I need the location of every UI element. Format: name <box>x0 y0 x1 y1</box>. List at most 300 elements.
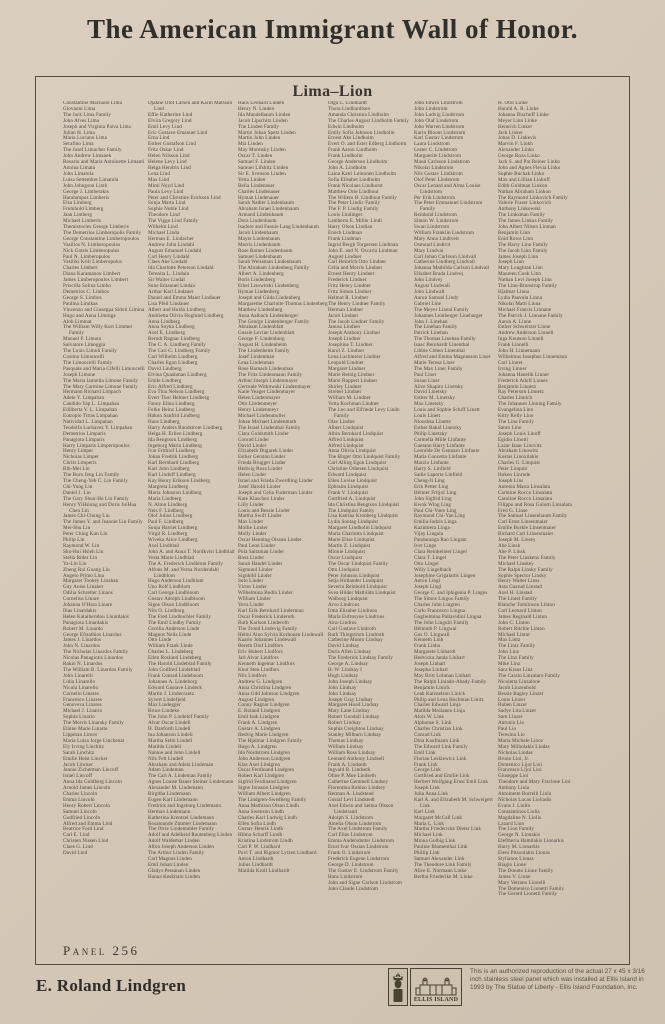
name-entry: Alfred Lindquist <box>328 442 364 449</box>
name-entry: Patrick Linehan <box>414 330 448 337</box>
name-entry: Harry Olson Lindlan <box>328 224 373 231</box>
name-entry: Oscar Henning Olsson Linder <box>238 537 302 544</box>
name-entry: August Lindner <box>328 253 362 260</box>
name-entry: Michael Linskey <box>498 560 534 567</box>
name-entry: Joseph Louis Linoff <box>498 430 541 437</box>
name-entry: Candido Yap L. Limpahan <box>63 401 120 408</box>
panel-number-label: Panel 256 <box>63 943 140 958</box>
name-entry: Hedvig Marie Lindgren <box>238 731 289 738</box>
name-entry: Walborg Lindquist <box>328 596 368 603</box>
name-entry: Stylianos Lionas <box>498 856 534 862</box>
name-entry: Antoinette Borrelli Liola <box>498 791 552 798</box>
name-entry: Frank Nicolaus Lindhorst <box>328 182 383 189</box>
name-entry: Elsa Limberg <box>63 200 92 207</box>
name-entry: The James Linkus Family <box>498 218 554 225</box>
name-entry: Inga Knutson Linnell <box>498 336 544 343</box>
name-entry: Yetta Kochman Lindner <box>328 401 380 408</box>
name-entry: Cheng-Ji Ling <box>414 478 445 484</box>
name-entry: Johanna Hanelik Linner <box>498 371 550 378</box>
name-entry: Otto Lingel <box>414 560 439 567</box>
name-entry: The Donato Lione Family <box>498 867 554 874</box>
name-entry: August H. Lindenheim <box>238 342 287 349</box>
name-entry: Kenneth Linh <box>414 637 444 644</box>
name-entry: Jacob Lindner <box>328 312 359 319</box>
name-entry: Max Lintz <box>498 637 521 644</box>
name-entry: Robert Goodall Lindsay <box>328 714 380 721</box>
name-entry: Alexander M. Lindemann <box>148 785 203 792</box>
name-entry: Eugen Karl Lindemann <box>148 796 198 803</box>
name-entry: Evangelina Lino <box>498 407 534 414</box>
name-entry: Philip and Lena Hochman Linitz <box>414 696 484 703</box>
name-entry: Julia Anna Link <box>414 791 449 798</box>
name-entry: Gottfried and Emilie Link <box>414 773 470 780</box>
name-entry: The Viggo Lind Family <box>148 218 199 225</box>
name-entry: Sarah Weissman Lindenbaum <box>238 259 302 266</box>
page-title: The American Immigrant Wall of Honor. <box>87 14 578 44</box>
name-entry: Ida Charlotte Peterson Lindahl <box>148 265 214 272</box>
name-entry: Michael Lintur <box>498 631 531 638</box>
name-entry: Mia Linden <box>238 141 263 148</box>
name-entry: Jacob Linzenbold <box>498 684 536 691</box>
name-entry: Edward Gustave Lindeck <box>148 684 202 691</box>
name-entry: Israel and Frieda Zwerdling Linder <box>238 478 313 484</box>
name-entry: The Gary Shun-Ho Lin Family <box>63 495 129 502</box>
name-entry: Domenico Lijoi Lioi <box>498 761 543 768</box>
name-entry: Armand Lindenbaum <box>238 212 284 219</box>
name-entry: Joseph Lindner <box>328 336 361 343</box>
name-entry: Harry S. Linfield <box>414 466 451 473</box>
name-entry: Michael J. Linario <box>63 708 103 715</box>
name-entry: Lydia Paavola Linna <box>498 294 543 301</box>
name-entry: Ellen Roslund Lindeberg <box>148 655 202 662</box>
name-entry: August Lindwall <box>414 283 450 290</box>
name-entry: Olof Julius Lindberg <box>148 513 193 520</box>
name-entry: Aino Lindros <box>328 619 357 626</box>
name-entry: Margaret Lindholm Lindquist <box>328 525 392 532</box>
name-entry: Paul F. Lindberg <box>148 519 184 526</box>
name-entry: Eva Thia Nelson Lindberg <box>148 389 205 396</box>
name-entry: Emily Sofia Johnson Lindholm <box>328 129 395 136</box>
name-entry: Maud Carlsson Lindstrom <box>414 159 470 166</box>
name-entry: Oscar Lenard and Alma Louise Lindstrom <box>414 182 481 195</box>
name-entry: George S. Limbos <box>63 294 102 301</box>
name-entry: Anna Lindberg <box>148 318 181 325</box>
name-entry: Hugo A. Lindgren <box>238 743 277 750</box>
name-entry: Max Lind <box>148 176 170 183</box>
name-entry: Anthony Linkowski <box>498 206 541 213</box>
name-entry: Margarete Linhardt <box>414 649 456 656</box>
name-entry: John Warren Lindstrom <box>414 123 465 130</box>
name-entry: Olga C. Lindhardt <box>328 101 367 106</box>
name-entry: William Ross Lindsay <box>328 749 376 756</box>
name-entry: The Jacob Lindner Family <box>328 318 385 325</box>
name-entry: Isadore and Fannie Lang Lindenbaum <box>238 224 319 231</box>
name-entry: Fritz Simon Lindner <box>328 289 372 295</box>
name-entry: Conrad Link <box>414 731 441 738</box>
name-entry: Ellen Sofia Lindh <box>238 820 276 827</box>
name-entry: Sophia Creighton Lindsay <box>328 726 384 733</box>
name-entry: Otto Lindquist <box>328 566 360 573</box>
name-entry: Kate Klaschen Linder <box>238 495 285 502</box>
name-entry: James V. Lione <box>498 873 531 880</box>
name-entry: John and Agnes Flevia Linko <box>498 164 561 171</box>
name-entry: Carl Johan Carlsson Lindvall <box>414 253 477 260</box>
name-entry: Wilhelmus Josephus Linnemann <box>498 353 568 360</box>
name-entry: Valerie Fraser Linkovich <box>498 200 552 207</box>
name-entry: Ingvald B. Lindseth <box>328 767 371 774</box>
name-entry: Helmuth P. Lingwai <box>414 625 457 632</box>
name-entry: Doris Allen Lindsay <box>328 649 372 656</box>
name-entry: Frederick Lindner <box>328 277 367 284</box>
name-entry: Matthew Lindenberg <box>238 306 283 313</box>
name-entry: The Ralph Linsky Family <box>498 566 553 573</box>
name-entry: John Godfred Lindeblad <box>148 667 200 673</box>
name-entry: Leah Katznelson Linick <box>414 690 466 697</box>
name-entry: Sarah Nadler Lindenbaum <box>238 200 295 207</box>
name-entry: Jaan Limberg <box>63 212 92 219</box>
name-entry: Gustav Henrik Lindh <box>238 826 284 833</box>
name-entry: The Max Liner Family <box>414 365 463 372</box>
name-entry: James Chi-Chung Lin <box>63 513 110 520</box>
name-entry: Mary Lindvai <box>414 247 444 254</box>
name-entry: Paulina Limikas <box>63 300 98 307</box>
name-entry: Ray Peterson Linnetz <box>498 389 544 396</box>
name-entry: Adam Lindeman <box>148 767 184 774</box>
name-entry: The Arthur Linden Family <box>148 850 205 857</box>
name-entry: Johanna Mathilda Carlson Lindvall <box>414 265 490 272</box>
name-entry: Enid Rowe Linn <box>498 235 534 242</box>
name-columns <box>63 101 629 937</box>
name-entry: Richard Carl Linsenmaier <box>498 531 554 538</box>
name-entry: Catherine Munro Lindsay <box>328 637 383 644</box>
name-entry: John H. Linnemann <box>498 348 541 355</box>
name-entry: Nicoletta Linzalone <box>498 678 541 685</box>
name-entry: Rose Barner Lindenbaum <box>238 247 293 254</box>
name-column-5 <box>414 101 498 937</box>
name-entry: Priscilla Solina Limbo <box>63 283 112 290</box>
name-entry: Ida Bengtson Lindberg <box>148 436 197 443</box>
name-entry: Martin John Linden <box>238 135 281 142</box>
name-entry: William M. Lindner <box>328 395 371 402</box>
name-entry: Harald A. B. Linke <box>498 105 539 112</box>
name-entry: Berndt Ragnar Lindberg <box>148 336 200 343</box>
name-entry: The Meyer Lineal Family <box>414 306 469 313</box>
name-entry: Henry Walter Linss <box>498 578 540 585</box>
name-entry: Karl Lindoff Lindberg <box>148 472 196 479</box>
name-entry: Minna Golbig Link <box>414 838 456 845</box>
name-entry: Esther Bakal Linetzky <box>414 424 462 431</box>
name-entry: The Oscar Lindquist Family <box>328 560 389 567</box>
name-entry: Robert Karl Lindgren <box>238 773 285 780</box>
name-entry: George A. Lindsay <box>328 661 369 668</box>
name-entry: Harry M. Lionarkis <box>498 844 540 851</box>
name-entry: Karol Z. Lindner <box>328 348 365 355</box>
name-entry: Raymond Chi-Yan Ling <box>414 513 466 520</box>
name-entry: Sadie Laporte Linfield <box>414 472 463 479</box>
name-entry: William Franklin Lindstrom <box>414 229 475 236</box>
name-entry: Fred G. Linse <box>498 507 528 514</box>
name-entry: Osmund Lindtvit <box>414 241 451 248</box>
name-entry: Lippman Lincer <box>63 731 98 738</box>
name-entry: Conrad Linder <box>238 436 270 443</box>
name-entry: Helen Nilsson Lind <box>148 153 190 160</box>
name-entry: Frank Linha <box>414 643 441 650</box>
name-entry: Arthur Joseph Lindenmayer <box>238 377 298 384</box>
name-entry: Anna Ida Goldberg Lincoln <box>63 779 122 786</box>
name-entry: Egidio Linotti <box>498 436 529 443</box>
name-entry: Emil Johan Linden <box>148 861 189 868</box>
name-entry: Teodolfa Luchavez Y. Limpahan <box>63 424 133 431</box>
name-entry: Claes G. Lind <box>63 844 93 851</box>
name-entry: Israel Lincoff <box>63 773 93 780</box>
name-entry: Yeva Linder <box>238 602 265 609</box>
name-entry: Lazard Lion <box>498 820 525 827</box>
name-entry: Philip Lin <box>63 537 85 544</box>
name-entry: Albin Bernhard Lindquist <box>328 430 384 437</box>
name-entry: Hilma Scharff Lindh <box>238 832 283 839</box>
name-entry: Teresina Lio <box>498 731 525 738</box>
name-entry: Hermann Richard Limpach <box>63 389 122 396</box>
name-entry: Dora Lindenbaum <box>238 218 277 225</box>
name-entry: E. Roland Lindgren <box>238 708 281 715</box>
name-entry: Lisa Pfeil Lindauer <box>148 300 190 307</box>
name-entry: Anna Mathison Olson Lindh <box>238 802 299 809</box>
name-entry: John and Signe Carlson Lindstrom <box>328 879 402 886</box>
name-entry: Evert Thor Helmer Lindberg <box>148 395 210 402</box>
name-entry: Nannie and John Lindell <box>148 749 201 756</box>
name-entry: Herman Lindner <box>328 306 364 313</box>
name-entry: Daniel J. Lin <box>63 489 91 496</box>
name-entry: Christ Limperis <box>63 460 97 467</box>
name-entry: Simon W. Lindstrom <box>414 218 459 225</box>
name-entry: Esther M. Linetsky <box>414 395 455 402</box>
name-entry: John Sigfrid Ling <box>414 495 452 502</box>
name-entry: Clara T. Lingel <box>414 554 447 561</box>
name-entry: Karin Bloom Lindstrom <box>414 129 466 136</box>
name-entry: Hugh Lindsay <box>328 672 359 679</box>
name-entry: Gaetano Harry Linfante <box>414 442 465 449</box>
name-entry: H. W. Lindsay I <box>328 667 362 673</box>
name-entry: Bertha Friederike M. Linke <box>414 873 473 880</box>
name-entry: The James Y. and Jeannie Lin Family <box>63 519 143 526</box>
name-entry: Alexander Linko <box>498 147 535 154</box>
name-entry: Henry N. Linden <box>238 105 275 112</box>
name-entry: Louis Lindinger <box>328 212 363 219</box>
name-entry: Francesco Linares <box>63 696 102 703</box>
name-entry: Haralampos Limberis <box>63 194 110 201</box>
name-entry: Celia and Morris Lindner <box>328 265 383 272</box>
name-entry: The C. A. Lindberg Family <box>148 342 206 349</box>
name-entry: Frank Link <box>414 761 438 768</box>
name-entry: Maria Lindberg <box>148 495 182 502</box>
name-entry: Uno Rolf Lindblom <box>148 584 191 591</box>
name-entry: Sofia Elisabet Lindholm <box>328 176 381 183</box>
name-entry: The Fritz Lindenmann Family <box>238 371 303 378</box>
name-entry: Marvin F. Linkh <box>498 141 533 148</box>
name-entry: Hugo and Anna Liminga <box>63 312 116 319</box>
name-entry: Ida Nordstrom Lindgren <box>238 749 290 756</box>
name-entry: Abraham Israel Lindenbaum <box>238 206 300 213</box>
name-entry: Fredrick and Ingeburg Lindemann <box>148 802 222 809</box>
name-entry: Isaac Bernhardt Linenthal <box>414 342 470 349</box>
name-entry: Heinrich Linker <box>498 123 533 130</box>
name-column-2 <box>148 101 238 937</box>
name-entry: Otto Linde <box>148 637 172 644</box>
name-entry: Esther Gustafson Lind <box>148 141 196 148</box>
name-entry: Clara Goldsmith Linder <box>238 430 289 437</box>
name-entry: Frank Conrad Lindeboom <box>148 672 204 679</box>
name-entry: Manuel F. Limoto <box>63 336 102 343</box>
name-entry: Nicholas Liodas <box>498 749 533 756</box>
name-entry: Cecelia Anderson Linde <box>148 625 200 632</box>
name-entry: Michael Francis Linnane <box>498 306 552 313</box>
name-entry: Sophie Spector Linsky <box>498 572 547 579</box>
name-entry: Sophia Linario <box>63 714 95 721</box>
name-entry: Wilhelm Lind <box>148 224 178 231</box>
name-entry: Gustav Adolph Lindbloom <box>148 596 205 603</box>
name-entry: Oscar Ferdinand Lindgren <box>238 767 295 774</box>
name-entry: Theodore and Mary Fracione Lioi <box>498 779 571 786</box>
name-entry: Karl Erik Bernhard Linderman <box>238 607 304 614</box>
name-entry: Signe Olson Lindbloom <box>148 602 200 609</box>
name-entry: Arthur Karl Lindauer <box>148 289 194 295</box>
name-entry: Marie Ruppert Lindner <box>328 377 378 384</box>
name-entry: Helen Lindenmayer <box>238 395 281 402</box>
name-entry: Maureen Cook Linn <box>498 271 542 278</box>
name-entry: Victor Linder <box>238 584 267 591</box>
name-entry: Giuseppe Lioi <box>498 773 529 780</box>
name-entry: Ellen Lovise Lindquist <box>328 478 377 484</box>
name-entry: Adolf and Adelheid Rautenberg Linden <box>148 832 233 839</box>
name-entry: Swan Lindstrom <box>414 224 450 231</box>
name-entry: Cosimo Limoncelli <box>63 353 105 360</box>
name-entry: Benjamin Linick <box>414 684 450 691</box>
name-entry: The Willem H. Lindhout Family <box>328 194 397 201</box>
name-entry: The Linz Family <box>498 655 534 662</box>
name-entry: Raymond W. Lin <box>63 542 100 549</box>
name-entry: The A. Frederick Lindblom Family <box>148 560 223 567</box>
name-entry: The Ralph Liniado-Abady Family <box>414 678 487 685</box>
name-entry: Carl E. Lind <box>63 832 90 839</box>
name-entry: Panagiota Limparis <box>63 436 105 443</box>
name-entry: Kenneth Ingemar Lindfors <box>238 661 295 668</box>
name-entry: William Frank Linde <box>148 643 193 650</box>
name-entry: Stella Rider Lin <box>63 554 98 561</box>
name-entry: Anna Aalbach Lindenberger <box>238 312 299 319</box>
name-entry: Karl Bernhard Lindberg <box>148 460 200 467</box>
name-entry: Mike Linz <box>498 661 521 668</box>
name-entry: Johanna O'Hara Linare <box>63 602 113 609</box>
name-entry: Josephine T. Lindner <box>328 342 373 349</box>
name-entry: Shirley Lindner <box>328 383 362 390</box>
name-entry: Sonja Marta Lind <box>148 200 186 207</box>
name-entry: Nils Gustav Lindstrom <box>414 170 463 177</box>
name-entry: The Harold Lindeblad Family <box>148 661 212 668</box>
name-entry: Carl Alling Egon Lindquist <box>328 460 387 467</box>
name-entry: The Lion Family <box>498 826 535 833</box>
name-entry: John Lindwall <box>414 289 445 295</box>
name-entry: Minnie Lindquist <box>328 548 366 555</box>
name-entry: Svea Hilder Mathilda Lindquist <box>328 590 396 597</box>
name-entry: Eric Gustave Emanuel Lind <box>148 129 208 136</box>
name-entry: John Andrew Limanek <box>63 153 112 160</box>
name-entry: Mary Vetrano Lionelli <box>498 879 546 886</box>
name-entry: Olav Lindoe <box>328 418 355 425</box>
name-entry: The Mary Carmine Limone Family <box>63 383 138 390</box>
name-entry: Alfred and Emma Lind <box>63 820 113 827</box>
name-entry: Carl Henry Lindahl <box>148 253 190 260</box>
name-entry: Demetrios Limparis <box>63 430 106 437</box>
name-entry: The Trond Lindevig Family <box>238 625 298 632</box>
name-entry: Selja Hollander Lindquist <box>328 578 384 585</box>
name-entry: Ephraim Lindquist <box>328 483 369 490</box>
name-entry: Axel Lindblad <box>148 542 179 549</box>
name-entry: Robert M. Linardo <box>63 625 104 632</box>
name-entry: The Carzio Linzalaro Family <box>498 672 560 679</box>
name-entry: Harry Limparis Limperopoulos <box>63 442 130 449</box>
name-entry: Alfred and Emma Magnusson Liner <box>414 353 491 360</box>
name-entry: Carl P. W. Lindhard <box>238 844 281 851</box>
name-entry: George D. Lindstrom <box>328 861 374 868</box>
name-entry: Carl Wilhelm Lindberg <box>148 353 198 360</box>
name-entry: Carl Elias Lindstrom <box>328 832 373 839</box>
name-entry: Mary Loughran Linn <box>498 265 543 272</box>
name-entry: Gladys Pessanan Linden <box>148 867 201 874</box>
name-entry: Herbert Wolfgang Ernst Emil Link <box>414 779 488 786</box>
name-entry: Magdaline N. Liolis <box>498 814 542 821</box>
name-entry: Constantinos Liolis <box>498 808 540 815</box>
name-entry: Helmi Aino Sylvia Korhonen Lindewall <box>238 631 324 638</box>
name-entry: Frank Aaron Lindholm <box>328 147 377 154</box>
name-entry: The Theodore Link Family <box>414 861 472 868</box>
name-entry: Mayer Lindenbaum <box>238 235 280 242</box>
name-entry: Elaine Marie Linarte <box>63 726 108 733</box>
name-entry: Lena Lind <box>148 170 170 177</box>
name-entry: Nathan Levi Joseph Linn <box>498 277 552 284</box>
name-entry: Ivar Frithiof Lindberg <box>148 448 196 455</box>
name-entry: Paula Levy Lind <box>148 188 184 195</box>
name-entry: Arnold James Lincoln <box>63 785 111 792</box>
name-entry: Rosa Linder <box>238 554 265 561</box>
name-entry: Virgil R. Lindberg <box>148 531 188 538</box>
name-entry: George F. Lindenburg <box>238 336 285 343</box>
name-entry: David Linetsky <box>414 389 447 396</box>
name-entry: May Moretsky Linden <box>238 147 286 154</box>
name-entry: Martin Z. Lindquist <box>328 542 371 549</box>
name-entry: Cornelius Linare <box>63 596 99 603</box>
name-entry: Andrew G. Lindgren <box>238 678 283 685</box>
name-entry: Josef Harold Linder <box>238 483 281 490</box>
name-entry: Knut Sten Lindfors <box>238 667 280 673</box>
name-entry: Anna Christina Lindgren <box>238 684 292 691</box>
name-entry: Catherine Gemmell Lindsey <box>328 779 389 786</box>
name-entry: Nioushka Linette <box>414 418 451 425</box>
name-entry: Adele Y. Limpahan <box>63 395 105 402</box>
name-entry: Mary Anna Lindtveit <box>414 235 459 242</box>
name-entry: Max Lindegger <box>148 702 181 709</box>
name-entry: Joseph Lingl <box>414 584 442 591</box>
name-entry: Elvira Gregory Lind <box>148 117 192 124</box>
name-entry: George N. Lionakis <box>498 832 541 839</box>
name-entry: Harry Anders Rundstrom Lindberg <box>148 424 223 431</box>
name-entry: Ingeborg Maria Lindberg <box>148 442 202 449</box>
name-entry: Eleni Pitsoulakis Lionas <box>498 850 550 857</box>
name-entry: Leopold Lindner <box>328 359 364 366</box>
name-entry: Sophie Buchak Linko <box>498 170 545 177</box>
name-entry: Maria Concetta Linfante <box>414 454 467 461</box>
name-entry: Hyman Lindenberg <box>238 289 280 295</box>
name-column-3 <box>238 101 328 937</box>
